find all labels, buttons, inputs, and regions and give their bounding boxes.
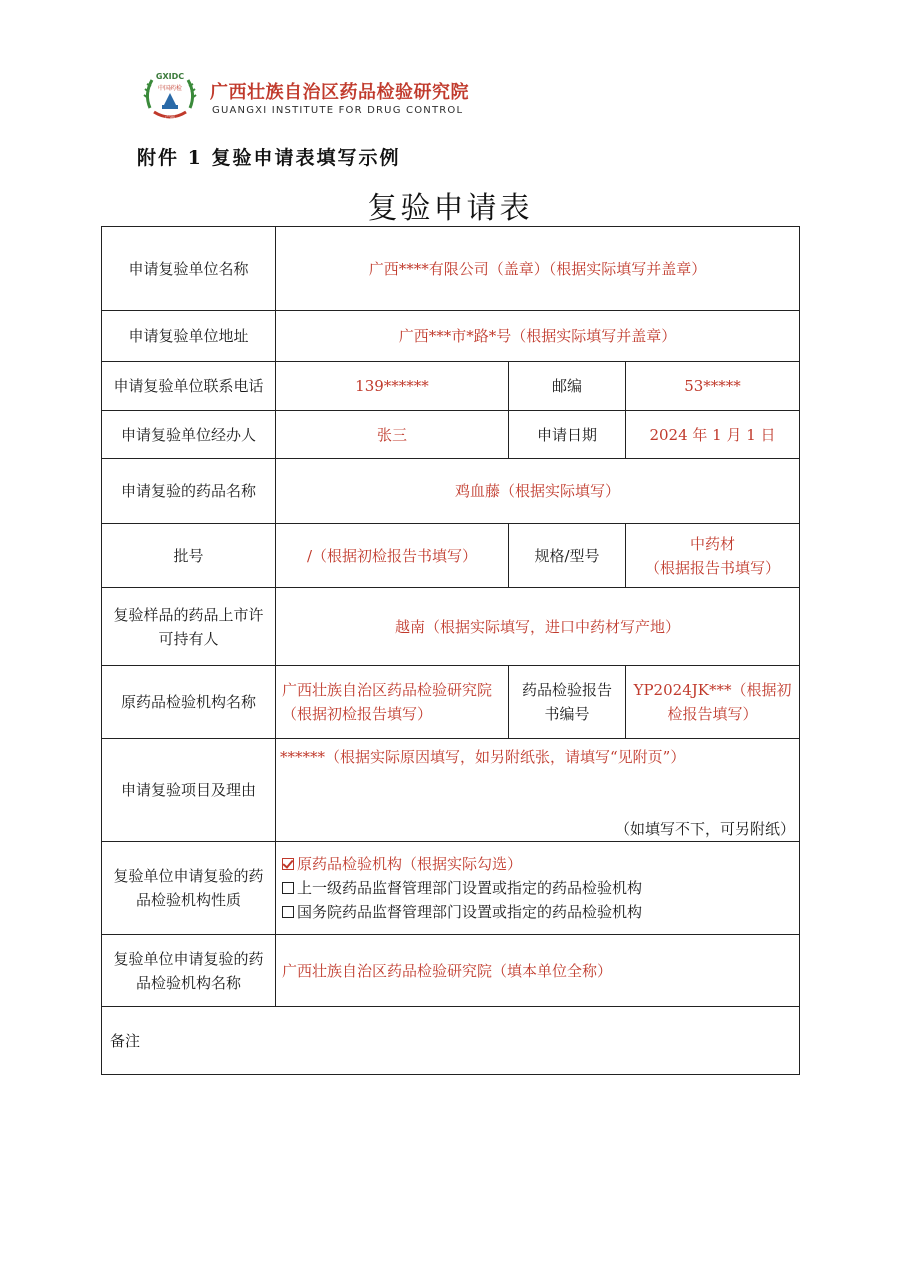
nature-option-original[interactable]: 原药品检验机构（根据实际勾选）: [282, 852, 793, 876]
spec-value[interactable]: [626, 524, 800, 588]
postcode-value[interactable]: 53*****: [626, 362, 800, 411]
row-batch: [102, 524, 800, 588]
drug-name-label: 申请复验的药品名称: [102, 459, 276, 524]
remarks-cell[interactable]: [102, 1007, 800, 1075]
orig-inst-value[interactable]: 广西壮族自治区药品检验研究院（根据初检报告填写）: [276, 666, 509, 739]
unit-name-label: 申请复验单位名称: [102, 227, 276, 311]
row-handler: [102, 411, 800, 459]
reason-note: （如填写不下，可另附纸）: [615, 820, 796, 838]
checkbox-icon[interactable]: [282, 882, 294, 894]
row-holder: [102, 588, 800, 666]
org-name-en: GUANGXI INSTITUTE FOR DRUG CONTROL: [212, 105, 464, 116]
spec-label: 规格/型号: [509, 524, 626, 588]
nature-options: [276, 842, 800, 935]
row-remarks: [102, 1007, 800, 1075]
svg-text:中国药检: 中国药检: [157, 85, 183, 92]
row-reason: [102, 739, 800, 842]
nature-option-provincial[interactable]: 上一级药品监督管理部门设置或指定的药品检验机构: [282, 876, 793, 900]
holder-value[interactable]: 越南（根据实际填写，进口中药材写产地）: [276, 588, 800, 666]
row-phone: [102, 362, 800, 411]
postcode-label: 邮编: [509, 362, 626, 411]
unit-address-value[interactable]: 广西***市*路*号（根据实际填写并盖章）: [276, 311, 800, 362]
date-label: 申请日期: [509, 411, 626, 459]
handler-value[interactable]: 张三: [276, 411, 509, 459]
row-institute-name: [102, 935, 800, 1007]
drug-name-value[interactable]: 鸡血藤（根据实际填写）: [276, 459, 800, 524]
unit-name-value[interactable]: 广西****有限公司（盖章）（根据实际填写并盖章）: [276, 227, 800, 311]
org-name-cn: 广西壮族自治区药品检验研究院: [210, 82, 469, 103]
reason-label: 申请复验项目及理由: [102, 739, 276, 842]
batch-label: 批号: [102, 524, 276, 588]
row-unit-address: [102, 311, 800, 362]
checked-box-icon[interactable]: [282, 858, 294, 870]
inst-name-value[interactable]: 广西壮族自治区药品检验研究院（填本单位全称）: [276, 935, 800, 1007]
application-form-table: [101, 226, 800, 1075]
holder-label: 复验样品的药品上市许可持有人: [102, 588, 276, 666]
reason-wrap: [276, 739, 799, 841]
form-title: 复验申请表: [367, 191, 533, 226]
attachment-label: 附件 1 复验申请表填写示例: [137, 147, 401, 169]
row-drug-name: [102, 459, 800, 524]
reason-value: （根据实际原因填写，如另附纸张，请填写“见附页”）: [325, 748, 686, 766]
report-no-label: 药品检验报告书编号: [509, 666, 626, 739]
checkbox-icon[interactable]: [282, 906, 294, 918]
reason-stars: ******: [280, 748, 325, 766]
svg-text:GXIDC: GXIDC: [155, 72, 185, 81]
spec-value-line2: （根据报告书填写）: [645, 558, 781, 577]
date-value[interactable]: 2024 年 1 月 1 日: [626, 411, 800, 459]
report-no-value[interactable]: YP2024JK***（根据初检报告填写）: [626, 666, 800, 739]
row-unit-name: [102, 227, 800, 311]
batch-value[interactable]: /（根据初检报告书填写）: [276, 524, 509, 588]
handler-label: 申请复验单位经办人: [102, 411, 276, 459]
svg-text:广西: 广西: [164, 116, 176, 122]
row-original-institute: [102, 666, 800, 739]
nature-option-national[interactable]: 国务院药品监督管理部门设置或指定的药品检验机构: [282, 900, 793, 924]
remarks-label: 备注: [110, 1031, 141, 1050]
spec-value-line1: 中药材: [690, 534, 736, 553]
page-header: [140, 68, 560, 124]
phone-value[interactable]: 139******: [276, 362, 509, 411]
nature-label: 复验单位申请复验的药品检验机构性质: [102, 842, 276, 935]
reason-cell[interactable]: [276, 739, 800, 842]
institute-logo: [140, 68, 200, 124]
inst-name-label: 复验单位申请复验的药品检验机构名称: [102, 935, 276, 1007]
row-nature: [102, 842, 800, 935]
unit-address-label: 申请复验单位地址: [102, 311, 276, 362]
phone-label: 申请复验单位联系电话: [102, 362, 276, 411]
reason-text: [280, 745, 797, 769]
orig-inst-label: 原药品检验机构名称: [102, 666, 276, 739]
